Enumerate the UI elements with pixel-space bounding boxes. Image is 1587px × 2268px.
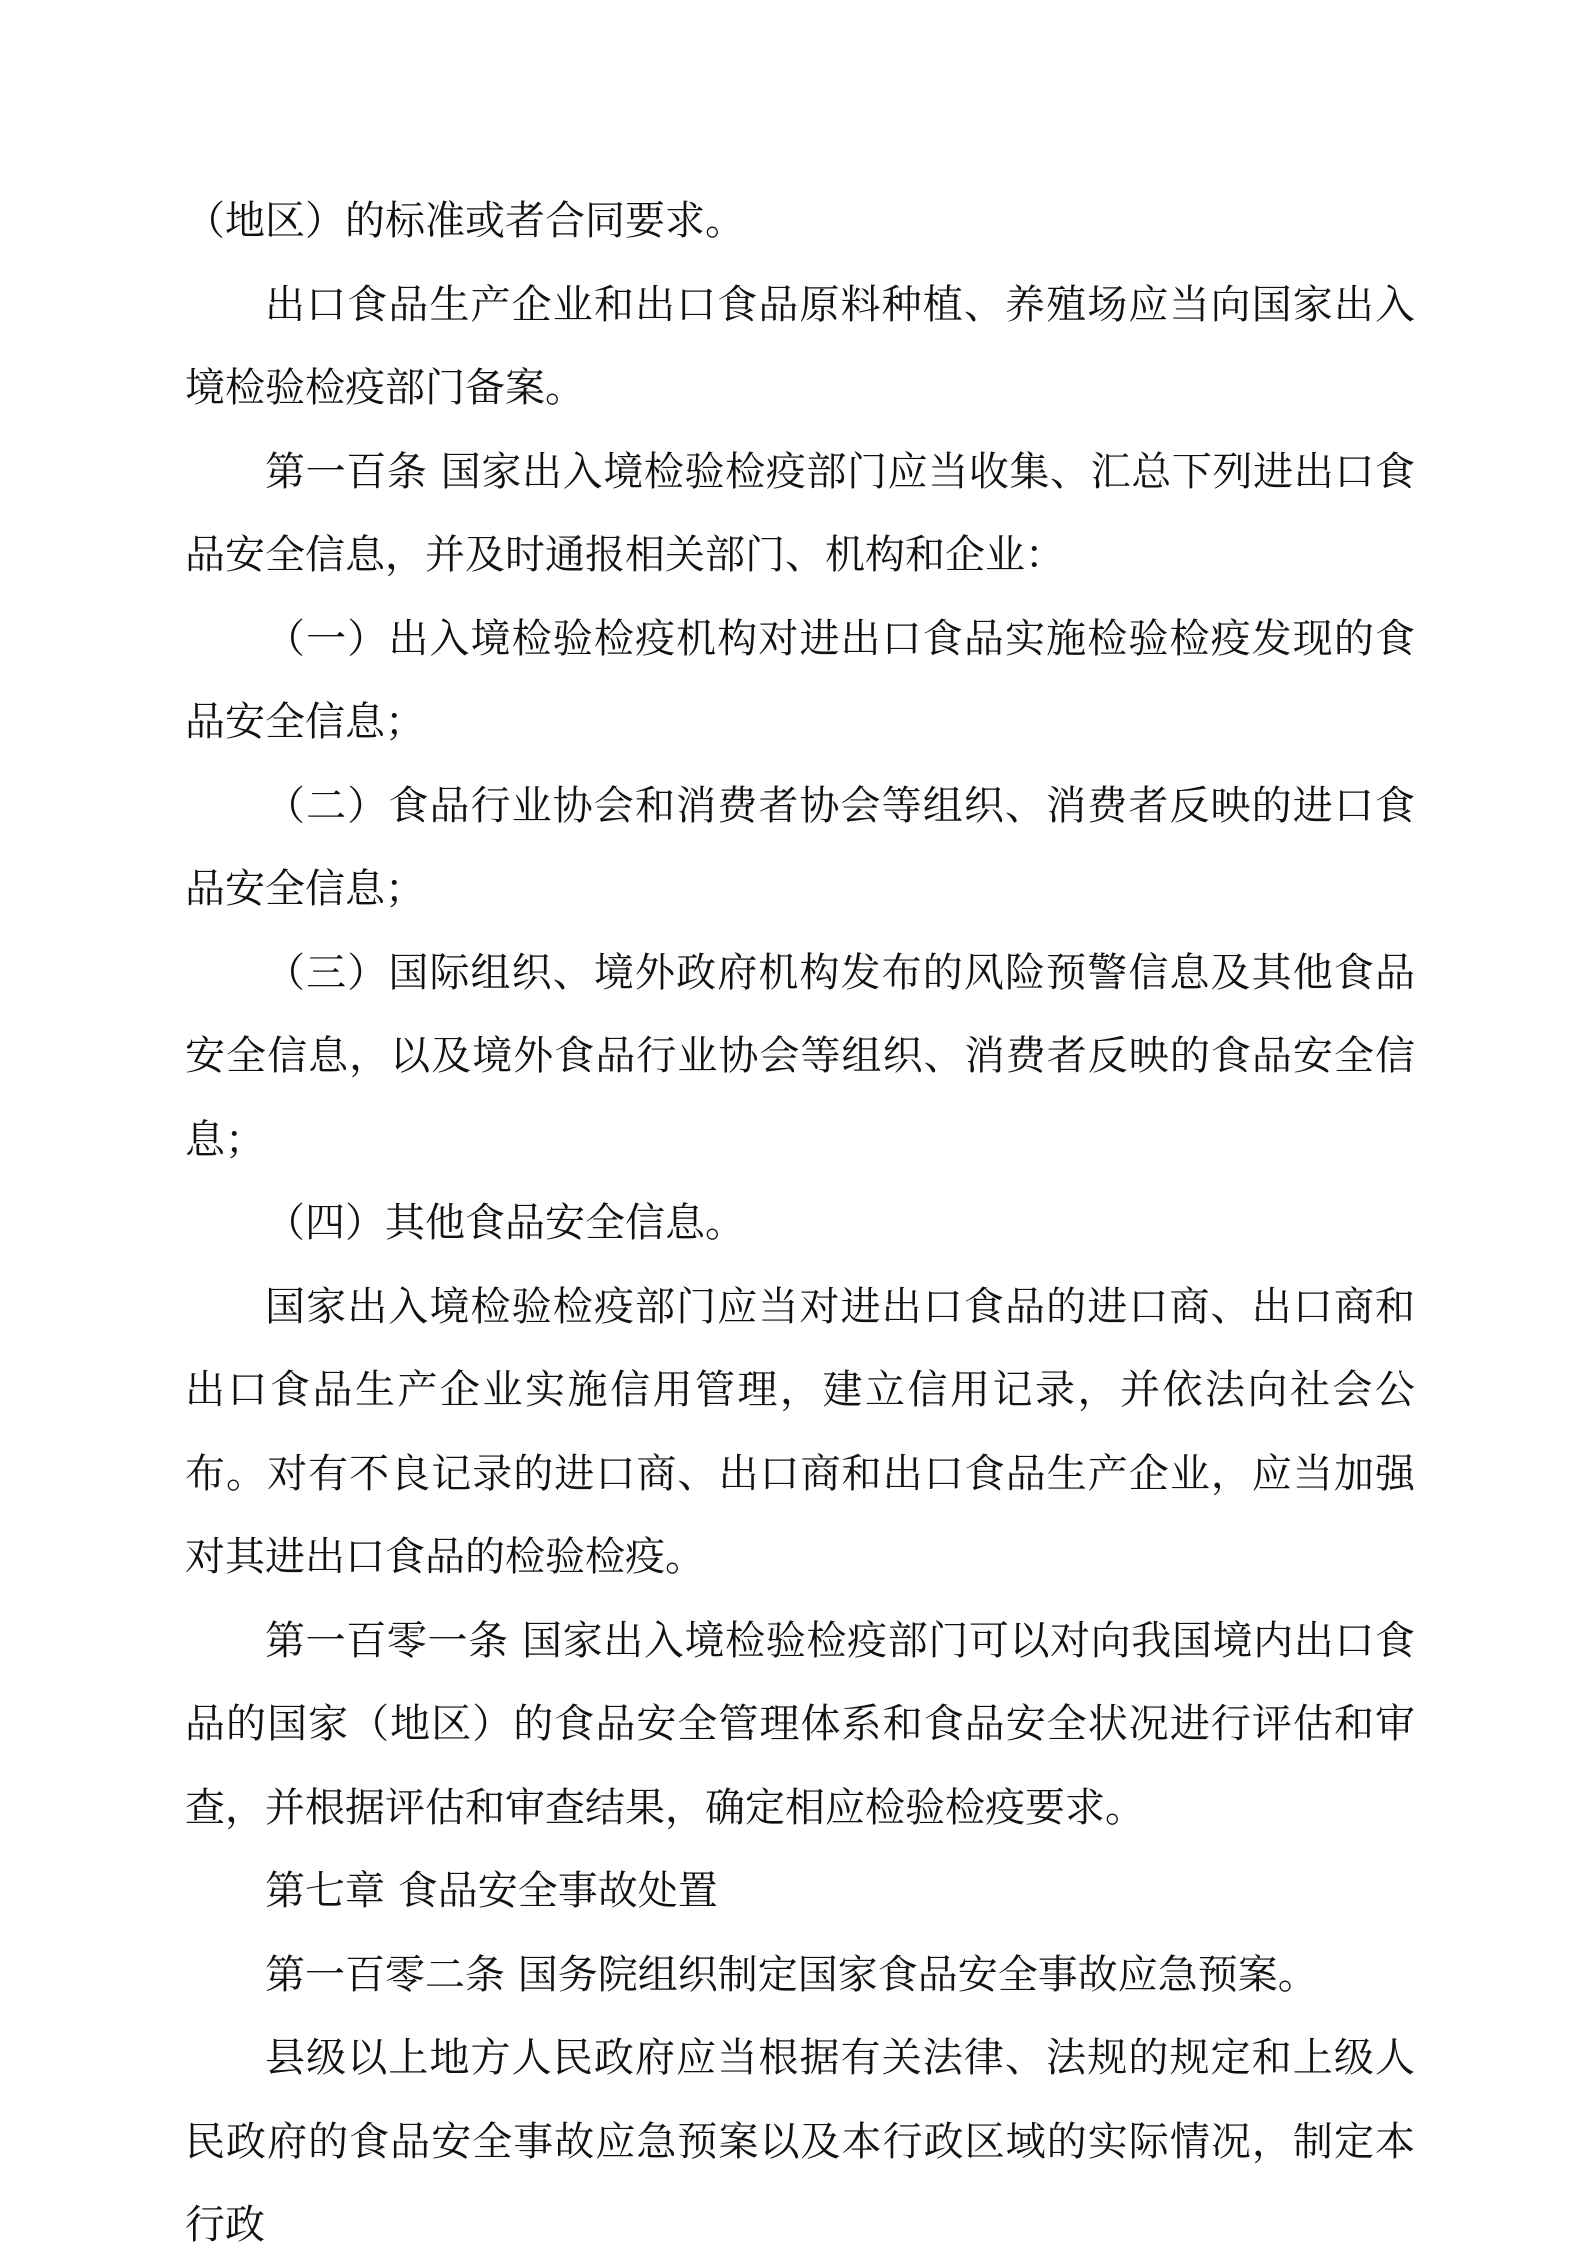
paragraph-2: 出口食品生产企业和出口食品原料种植、养殖场应当向国家出入境检验检疫部门备案。: [185, 281, 1415, 411]
paragraph-1: （地区）的标准或者合同要求。: [185, 198, 745, 244]
chapter-heading: 第七章 食品安全事故处置: [265, 1868, 718, 1914]
paragraph-5: （二）食品行业协会和消费者协会等组织、消费者反映的进口食品安全信息；: [185, 782, 1415, 912]
paragraph-11: 第一百零二条 国务院组织制定国家食品安全事故应急预案。: [265, 1951, 1318, 1998]
paragraph-4: （一）出入境检验检疫机构对进出口食品实施检验检疫发现的食品安全信息；: [185, 615, 1415, 745]
paragraph-8: 国家出入境检验检疫部门应当对进出口食品的进口商、出口商和出口食品生产企业实施信用管理，建立信用记录，并依法向社会公布。对有不良记录的进口商、出口商和出口食品生产企业，应当加强对其进出口食品的检验检疫。: [185, 1283, 1415, 1580]
paragraph-7: （四）其他食品安全信息。: [265, 1200, 745, 1246]
paragraph-12: 县级以上地方人民政府应当根据有关法律、法规的规定和上级人民政府的食品安全事故应急预案以及本行政区域的实际情况，制定本行政: [185, 2035, 1415, 2248]
document-body: [185, 180, 1415, 2268]
paragraph-3: 第一百条 国家出入境检验检疫部门应当收集、汇总下列进出口食品安全信息，并及时通报相关部门、机构和企业：: [185, 448, 1415, 578]
paragraph-9: 第一百零一条 国家出入境检验检疫部门可以对向我国境内出口食品的国家（地区）的食品安全管理体系和食品安全状况进行评估和审查，并根据评估和审查结果，确定相应检验检疫要求。: [185, 1617, 1415, 1831]
paragraph-6: （三）国际组织、境外政府机构发布的风险预警信息及其他食品安全信息，以及境外食品行业协会等组织、消费者反映的食品安全信息；: [185, 949, 1415, 1163]
